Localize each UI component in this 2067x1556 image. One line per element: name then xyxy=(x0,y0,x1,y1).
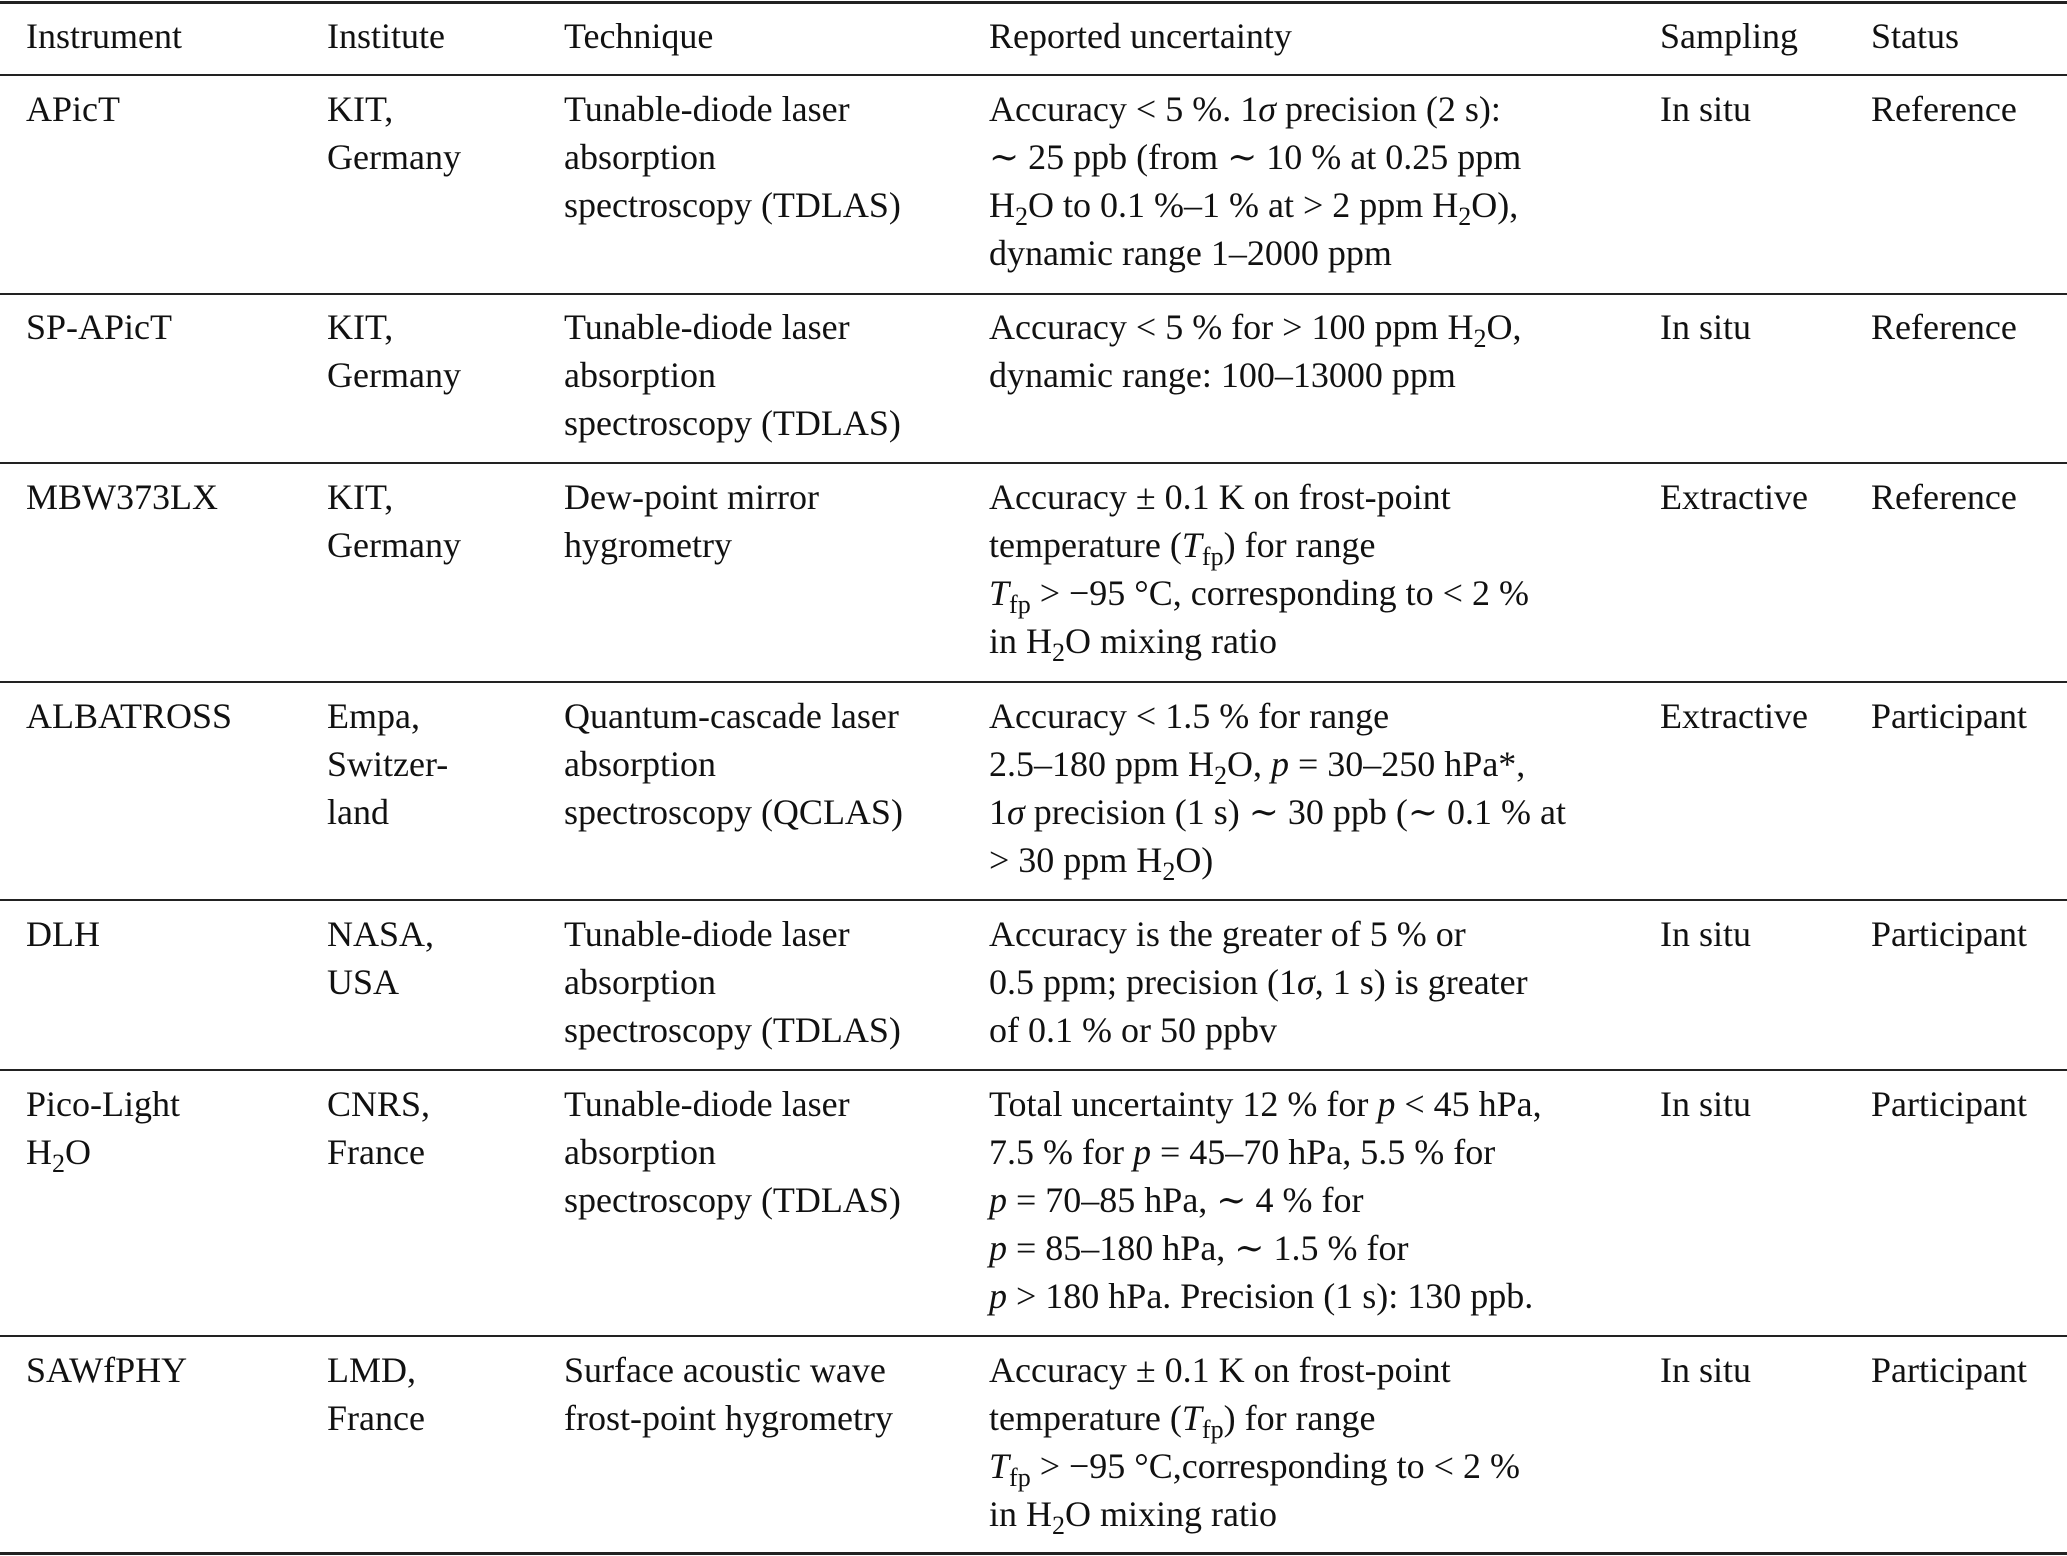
cell-sampling: In situ xyxy=(1660,307,1752,347)
text-run: of 0.1 % or 50 ppbv xyxy=(989,1010,1277,1050)
text-run: Tunable-diode laser xyxy=(564,914,850,954)
cell-instrument xyxy=(26,303,172,351)
italic-symbol: p xyxy=(1377,1084,1396,1124)
cell-institute xyxy=(327,473,461,569)
text-run: Germany xyxy=(327,355,461,395)
text-run: absorption xyxy=(564,137,716,177)
text-run: 1 xyxy=(989,792,1007,832)
text-run: 0.5 ppm; precision (1 xyxy=(989,962,1297,1002)
cell-line xyxy=(989,740,1566,788)
cell-line xyxy=(564,473,819,521)
top-rule xyxy=(0,1,2067,4)
cell-sampling: In situ xyxy=(1660,1084,1752,1124)
text-run: France xyxy=(327,1398,425,1438)
italic-symbol: p xyxy=(1132,1132,1151,1172)
cell-line xyxy=(26,692,232,740)
cell-technique xyxy=(564,1080,901,1224)
cell-line xyxy=(564,740,903,788)
cell-line xyxy=(564,910,901,958)
text-run: spectroscopy (TDLAS) xyxy=(564,185,901,225)
cell-line xyxy=(564,351,901,399)
italic-symbol: T xyxy=(989,573,1010,613)
cell-line xyxy=(327,958,434,1006)
text-run: spectroscopy (TDLAS) xyxy=(564,403,901,443)
text-run: spectroscopy (TDLAS) xyxy=(564,1180,901,1220)
cell-uncertainty xyxy=(989,85,1521,277)
cell-line xyxy=(989,788,1566,836)
cell-uncertainty xyxy=(989,473,1529,665)
subscript-text: 2 xyxy=(1473,324,1487,353)
cell-line xyxy=(564,1080,901,1128)
text-run: O, xyxy=(1227,744,1271,784)
cell-line xyxy=(327,85,461,133)
text-run: 7.5 % for xyxy=(989,1132,1133,1172)
italic-symbol: σ xyxy=(1258,89,1276,129)
cell-line xyxy=(26,473,218,521)
text-run: Germany xyxy=(327,525,461,565)
subscript-text: 2 xyxy=(1052,638,1065,667)
subscript-text: 2 xyxy=(52,1149,65,1178)
cell-line xyxy=(327,788,448,836)
text-run: = 70–85 hPa, ∼ 4 % for xyxy=(1007,1180,1364,1220)
cell-line xyxy=(989,1224,1542,1272)
cell-line xyxy=(327,740,448,788)
subscript-text: 2 xyxy=(1052,1511,1065,1540)
text-run: absorption xyxy=(564,744,716,784)
cell-line xyxy=(327,303,461,351)
cell-line xyxy=(26,303,172,351)
text-run: Tunable-diode laser xyxy=(564,89,850,129)
text-run: DLH xyxy=(26,914,100,954)
cell-status: Participant xyxy=(1871,1350,2027,1390)
text-run: land xyxy=(327,792,389,832)
text-run: = 45–70 hPa, 5.5 % for xyxy=(1150,1132,1496,1172)
cell-line xyxy=(564,1006,901,1054)
text-run: , 1 s) is greater xyxy=(1314,962,1528,1002)
text-run: in H xyxy=(989,1494,1052,1534)
subscript-text: 2 xyxy=(1214,761,1227,790)
cell-line xyxy=(564,1128,901,1176)
italic-symbol: p xyxy=(1271,744,1289,784)
cell-line xyxy=(989,1490,1520,1538)
cell-line xyxy=(327,1128,430,1176)
text-run: KIT, xyxy=(327,477,394,517)
text-run: absorption xyxy=(564,355,716,395)
cell-institute xyxy=(327,85,461,181)
text-run: Tunable-diode laser xyxy=(564,1084,850,1124)
cell-line xyxy=(26,910,100,958)
cell-line xyxy=(26,85,120,133)
italic-symbol: p xyxy=(989,1276,1007,1316)
cell-line xyxy=(989,1006,1528,1054)
text-run: Accuracy < 1.5 % for range xyxy=(989,696,1390,736)
cell-line xyxy=(327,1080,430,1128)
text-run: = 30–250 hPa*, xyxy=(1289,744,1526,784)
header-reported-uncertainty: Reported uncertainty xyxy=(989,16,1292,56)
text-run: temperature ( xyxy=(989,1398,1182,1438)
cell-line xyxy=(989,133,1521,181)
cell-technique xyxy=(564,85,901,229)
subscript-text: 2 xyxy=(1458,202,1472,231)
cell-technique xyxy=(564,910,901,1054)
cell-line xyxy=(989,473,1529,521)
cell-line xyxy=(564,85,901,133)
cell-line xyxy=(564,958,901,1006)
text-run: USA xyxy=(327,962,400,1002)
cell-institute xyxy=(327,1080,430,1176)
cell-instrument xyxy=(26,1080,180,1176)
text-run: > −95 °C, corresponding to < 2 % xyxy=(1030,573,1529,613)
italic-symbol: σ xyxy=(1296,962,1315,1002)
subscript-text: fp xyxy=(1201,1415,1224,1444)
cell-sampling: In situ xyxy=(1660,89,1752,129)
cell-line xyxy=(989,521,1529,569)
bottom-rule xyxy=(0,1552,2067,1555)
cell-instrument xyxy=(26,473,218,521)
cell-sampling: Extractive xyxy=(1660,696,1808,736)
cell-line xyxy=(327,473,461,521)
cell-sampling: In situ xyxy=(1660,1350,1752,1390)
italic-symbol: T xyxy=(1181,1398,1202,1438)
text-run: O to 0.1 %–1 % at > 2 ppm H xyxy=(1028,185,1459,225)
text-run: Accuracy ± 0.1 K on frost-point xyxy=(989,477,1451,517)
text-run: Accuracy < 5 % for > 100 ppm H xyxy=(989,307,1474,347)
subscript-text: fp xyxy=(1009,1463,1031,1492)
cell-instrument xyxy=(26,910,100,958)
text-run: precision (2 s): xyxy=(1275,89,1501,129)
cell-sampling: In situ xyxy=(1660,914,1752,954)
text-run: dynamic range: 100–13000 ppm xyxy=(989,355,1456,395)
text-run: SP-APicT xyxy=(26,307,173,347)
cell-technique xyxy=(564,473,819,569)
cell-line xyxy=(564,303,901,351)
text-run: > −95 °C,corresponding to < 2 % xyxy=(1030,1446,1520,1486)
text-run: O mixing ratio xyxy=(1065,621,1277,661)
cell-uncertainty xyxy=(989,1080,1542,1320)
text-run: ) for range xyxy=(1223,1398,1376,1438)
cell-line xyxy=(989,617,1529,665)
text-run: Accuracy < 5 %. 1 xyxy=(989,89,1259,129)
cell-line xyxy=(564,692,903,740)
text-run: > 30 ppm H xyxy=(989,840,1163,880)
italic-symbol: T xyxy=(989,1446,1010,1486)
text-run: O, xyxy=(1486,307,1522,347)
text-run: hygrometry xyxy=(564,525,732,565)
cell-line xyxy=(989,1128,1542,1176)
cell-line xyxy=(327,521,461,569)
text-run: Switzer- xyxy=(327,744,449,784)
cell-technique xyxy=(564,1346,893,1442)
cell-line xyxy=(989,836,1566,884)
cell-line xyxy=(989,692,1566,740)
cell-technique xyxy=(564,303,901,447)
cell-uncertainty xyxy=(989,910,1528,1054)
cell-sampling: Extractive xyxy=(1660,477,1808,517)
text-run: NASA, xyxy=(327,914,435,954)
text-run: spectroscopy (TDLAS) xyxy=(564,1010,901,1050)
cell-instrument xyxy=(26,85,120,133)
text-run: temperature ( xyxy=(989,525,1182,565)
header-institute: Institute xyxy=(327,16,445,56)
text-run: ∼ 25 ppb (from ∼ 10 % at 0.25 ppm xyxy=(989,137,1522,177)
header-sampling: Sampling xyxy=(1660,16,1799,56)
text-run: > 180 hPa. Precision (1 s): 130 ppb. xyxy=(1007,1276,1534,1316)
cell-line xyxy=(989,181,1521,229)
cell-line xyxy=(989,85,1521,133)
text-run: KIT, xyxy=(327,89,394,129)
cell-institute xyxy=(327,910,434,1006)
text-run: in H xyxy=(989,621,1052,661)
text-run: H xyxy=(26,1132,52,1172)
cell-line xyxy=(26,1346,187,1394)
text-run: absorption xyxy=(564,962,716,1002)
cell-line xyxy=(327,1394,425,1442)
text-run: ALBATROSS xyxy=(26,696,233,736)
cell-line xyxy=(564,181,901,229)
subscript-text: 2 xyxy=(1162,857,1176,886)
text-run: Accuracy is the greater of 5 % or xyxy=(989,914,1466,954)
text-run: spectroscopy (QCLAS) xyxy=(564,792,903,832)
cell-status: Participant xyxy=(1871,1084,2027,1124)
cell-line xyxy=(989,1080,1542,1128)
text-run: KIT, xyxy=(327,307,394,347)
text-run: Dew-point mirror xyxy=(564,477,819,517)
row-separator xyxy=(0,681,2067,683)
row-separator xyxy=(0,899,2067,901)
cell-instrument xyxy=(26,1346,187,1394)
cell-technique xyxy=(564,692,903,836)
subscript-text: fp xyxy=(1009,590,1031,619)
cell-status: Participant xyxy=(1871,696,2027,736)
cell-line xyxy=(989,1442,1520,1490)
row-separator xyxy=(0,1069,2067,1071)
cell-line xyxy=(327,351,461,399)
text-run: Quantum-cascade laser xyxy=(564,696,899,736)
text-run: H xyxy=(989,185,1015,225)
row-separator xyxy=(0,1335,2067,1337)
text-run: frost-point hygrometry xyxy=(564,1398,893,1438)
text-run: Pico-Light xyxy=(26,1084,180,1124)
text-run: O mixing ratio xyxy=(1065,1494,1277,1534)
text-run: 2.5–180 ppm H xyxy=(989,744,1214,784)
text-run: O), xyxy=(1471,185,1519,225)
cell-line xyxy=(989,1346,1520,1394)
text-run: precision (1 s) ∼ 30 ppb (∼ 0.1 % at xyxy=(1024,792,1566,832)
subscript-text: 2 xyxy=(1015,202,1028,231)
cell-line xyxy=(989,351,1521,399)
text-run: absorption xyxy=(564,1132,716,1172)
text-run: CNRS, xyxy=(327,1084,431,1124)
cell-status: Reference xyxy=(1871,477,2017,517)
italic-symbol: T xyxy=(1181,525,1202,565)
text-run: Tunable-diode laser xyxy=(564,307,850,347)
text-run: APicT xyxy=(26,89,120,129)
cell-institute xyxy=(327,692,448,836)
cell-line xyxy=(564,399,901,447)
text-run: = 85–180 hPa, ∼ 1.5 % for xyxy=(1007,1228,1409,1268)
text-run: Accuracy ± 0.1 K on frost-point xyxy=(989,1350,1451,1390)
text-run: dynamic range 1–2000 ppm xyxy=(989,233,1392,273)
subscript-text: fp xyxy=(1201,542,1224,571)
cell-line xyxy=(327,133,461,181)
cell-line xyxy=(989,1272,1542,1320)
cell-line xyxy=(989,910,1528,958)
text-run: Total uncertainty 12 % for xyxy=(989,1084,1378,1124)
cell-line xyxy=(26,1128,180,1176)
text-run: LMD, xyxy=(327,1350,416,1390)
header-rule xyxy=(0,74,2067,76)
row-separator xyxy=(0,462,2067,464)
text-run: < 45 hPa, xyxy=(1395,1084,1542,1124)
cell-instrument xyxy=(26,692,232,740)
text-run: France xyxy=(327,1132,425,1172)
cell-line xyxy=(564,788,903,836)
cell-line xyxy=(564,521,819,569)
text-run: MBW373LX xyxy=(26,477,218,517)
cell-status: Participant xyxy=(1871,914,2027,954)
header-status: Status xyxy=(1871,16,1960,56)
cell-line xyxy=(989,569,1529,617)
text-run: SAWfPHY xyxy=(26,1350,188,1390)
cell-line xyxy=(26,1080,180,1128)
cell-status: Reference xyxy=(1871,89,2017,129)
italic-symbol: p xyxy=(989,1180,1007,1220)
italic-symbol: p xyxy=(989,1228,1007,1268)
cell-uncertainty xyxy=(989,1346,1520,1538)
text-run: Surface acoustic wave xyxy=(564,1350,886,1390)
header-instrument: Instrument xyxy=(26,16,182,56)
cell-institute xyxy=(327,1346,425,1442)
cell-line xyxy=(564,1176,901,1224)
italic-symbol: σ xyxy=(1007,792,1025,832)
cell-line xyxy=(327,910,434,958)
cell-line xyxy=(989,1176,1542,1224)
row-separator xyxy=(0,293,2067,295)
cell-status: Reference xyxy=(1871,307,2017,347)
text-run: O) xyxy=(1175,840,1214,880)
cell-line xyxy=(989,1394,1520,1442)
cell-institute xyxy=(327,303,461,399)
text-run: Germany xyxy=(327,137,461,177)
cell-uncertainty xyxy=(989,692,1566,884)
text-run: ) for range xyxy=(1223,525,1376,565)
text-run: O xyxy=(65,1132,91,1172)
cell-line xyxy=(989,229,1521,277)
cell-uncertainty xyxy=(989,303,1521,399)
cell-line xyxy=(989,958,1528,1006)
cell-line xyxy=(564,1394,893,1442)
header-technique: Technique xyxy=(564,16,714,56)
cell-line xyxy=(564,133,901,181)
cell-line xyxy=(989,303,1521,351)
cell-line xyxy=(564,1346,893,1394)
cell-line xyxy=(327,692,448,740)
cell-line xyxy=(327,1346,425,1394)
text-run: Empa, xyxy=(327,696,420,736)
